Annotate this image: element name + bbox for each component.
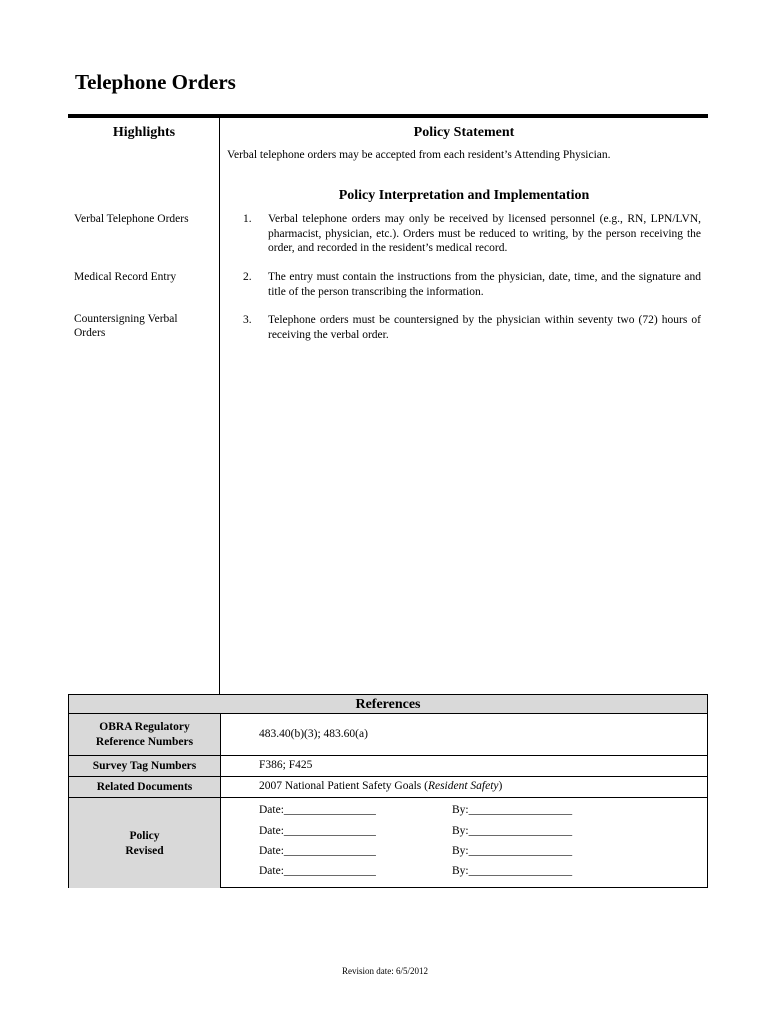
item-text: Telephone orders must be countersigned by the physician within seventy two (72) hours of receiving the verbal order.	[268, 314, 701, 341]
highlight-medical-record-entry: Medical Record Entry	[74, 271, 177, 283]
related-text-end: )	[498, 780, 503, 792]
column-divider	[219, 118, 220, 695]
policy-statement-heading: Policy Statement	[413, 125, 515, 140]
revision-date: Revision date: 6/5/2012	[342, 966, 428, 976]
by-field: By:__________________	[452, 804, 573, 816]
row-divider	[69, 755, 707, 756]
item-number: 2.	[243, 271, 252, 283]
date-field: Date:________________	[259, 865, 376, 877]
item-number: 1.	[243, 213, 252, 225]
related-text-italic: Resident Safety	[427, 780, 499, 792]
title-rule	[68, 114, 708, 118]
highlight-countersigning: Countersigning Verbal Orders	[74, 313, 178, 339]
interpretation-heading: Policy Interpretation and Implementation	[338, 188, 590, 203]
policy-revised-label: Policy Revised	[125, 830, 164, 857]
item-text: The entry must contain the instructions from the physician, date, time, and the signature and title of the person transcribing the information.	[268, 271, 701, 298]
row-divider	[69, 776, 707, 777]
item-text: Verbal telephone orders may only be received by licensed personnel (e.g., RN, LPN/LVN, pharmacist, physician, etc.). Orders must be reduced to writing, by the person receiving the order, and recorded in the resident’s medical record.	[268, 213, 701, 254]
by-field: By:__________________	[452, 825, 573, 837]
row-divider	[69, 797, 707, 798]
survey-tag-label: Survey Tag Numbers	[92, 760, 197, 772]
related-documents-label: Related Documents	[96, 781, 193, 793]
by-field: By:__________________	[452, 845, 573, 857]
survey-tag-value: F386; F425	[259, 759, 313, 771]
date-field: Date:________________	[259, 804, 376, 816]
obra-value: 483.40(b)(3); 483.60(a)	[259, 728, 368, 740]
highlight-verbal-telephone-orders: Verbal Telephone Orders	[74, 213, 189, 225]
list-item	[243, 270, 701, 299]
list-item	[243, 212, 701, 256]
obra-label: OBRA Regulatory Reference Numbers	[95, 721, 194, 748]
highlights-heading: Highlights	[112, 125, 176, 140]
references-table	[68, 694, 708, 888]
related-documents-value	[259, 780, 502, 792]
date-field: Date:________________	[259, 845, 376, 857]
date-field: Date:________________	[259, 825, 376, 837]
related-text: 2007 National Patient Safety Goals (	[259, 780, 428, 792]
references-heading: References	[69, 695, 707, 714]
page-title: Telephone Orders	[75, 70, 236, 94]
item-number: 3.	[243, 314, 252, 326]
by-field: By:__________________	[452, 865, 573, 877]
list-item	[243, 313, 701, 342]
policy-statement: Verbal telephone orders may be accepted from each resident’s Attending Physician.	[227, 149, 611, 161]
